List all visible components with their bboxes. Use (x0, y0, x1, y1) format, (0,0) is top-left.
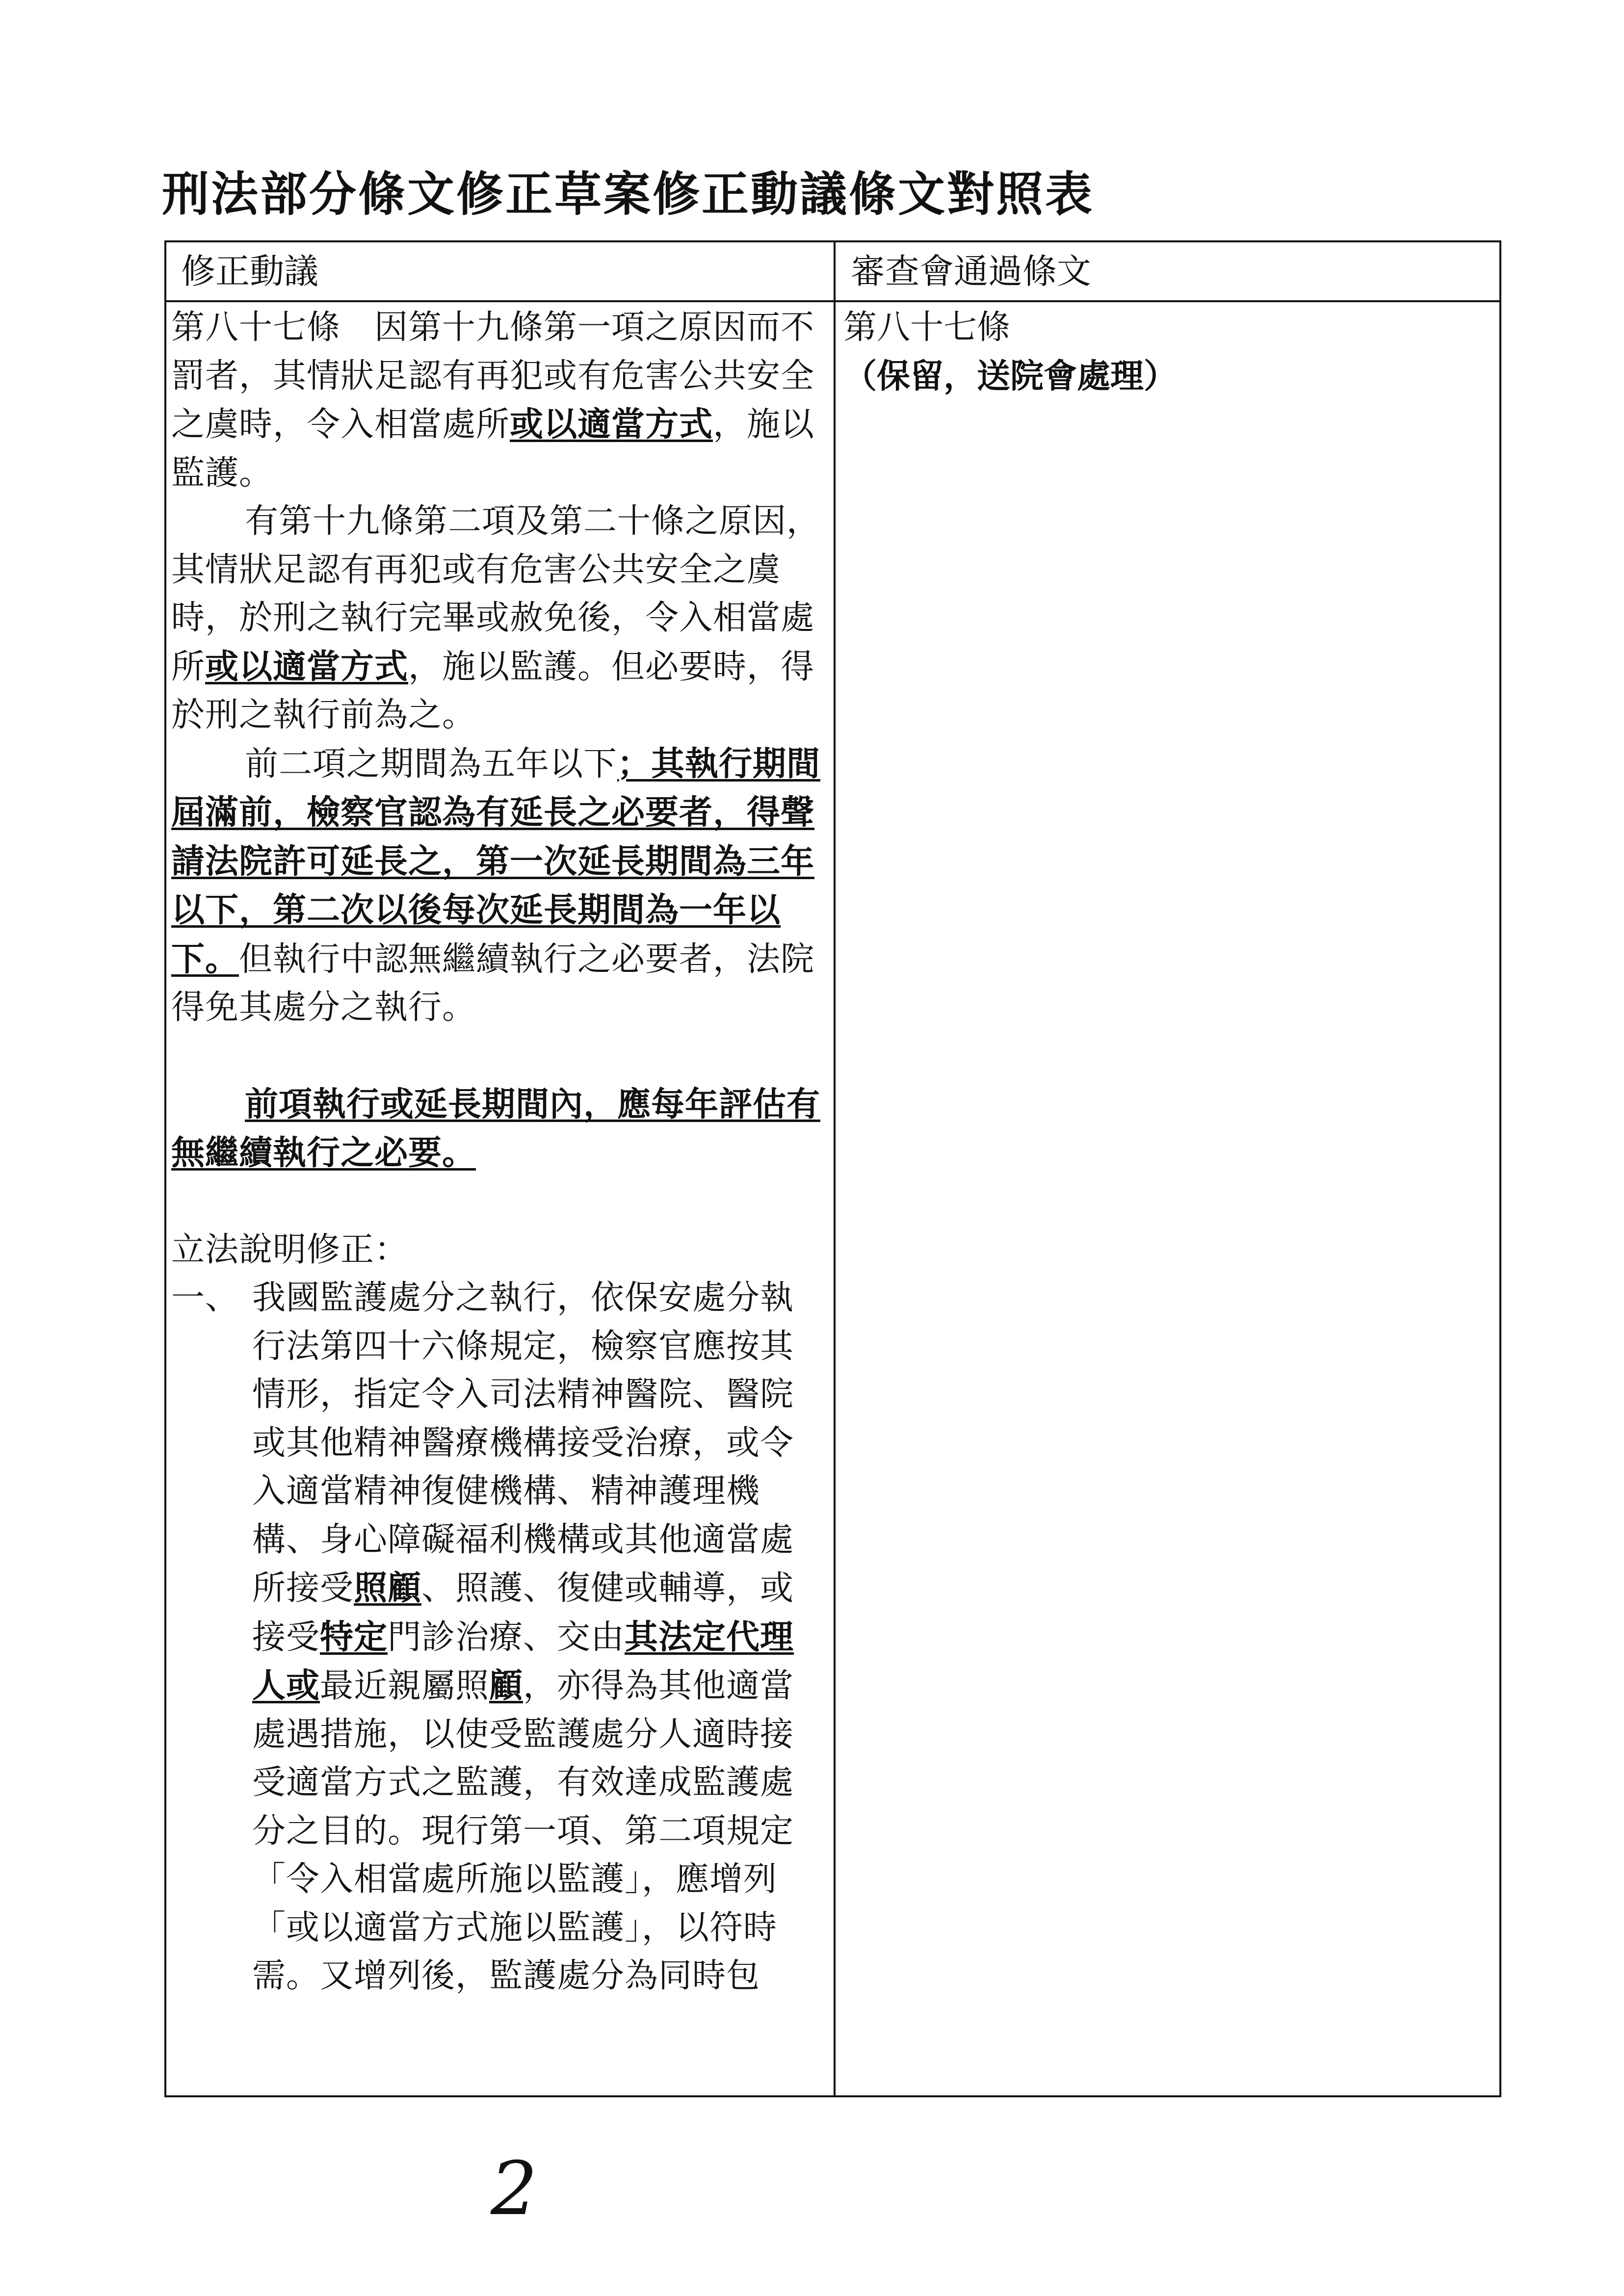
comparison-table (164, 240, 1501, 2097)
paragraph-1 (171, 304, 826, 497)
item1-amended-3: 其法定代理人或 (252, 1617, 794, 1705)
item1-text-g: 最近親屬照 (320, 1667, 490, 1705)
item1-amended-4: 顧 (489, 1666, 524, 1705)
paragraph-4 (171, 1080, 826, 1178)
item1-amended-1: 照顧 (354, 1568, 422, 1608)
p2-amended-phrase: 或以適當方式 (205, 647, 409, 686)
document-title: 刑法部分條文修正草案修正動議條文對照表 (162, 167, 1094, 222)
paragraph-2 (171, 497, 826, 740)
page-number: 2 (491, 2146, 538, 2232)
p1-amended-phrase: 或以適當方式 (510, 405, 713, 444)
p3-text-a: 前二項之期間為五年以下 (245, 744, 618, 783)
article-number: 第八十七條 (843, 308, 1011, 347)
header-divider (166, 300, 1499, 302)
p3-text-c: 但執行中認無繼續執行之必要者，法院得免其處分之執行。 (171, 939, 815, 1027)
item1-amended-2: 特定 (320, 1617, 388, 1657)
committee-passed-column (843, 304, 1491, 400)
p1-text-a: 第八十七條 因第十九條第一項之原因而不罰者，其情狀足認有再犯或有危害公共安全之虞時，令入相當處所 (171, 308, 815, 444)
column-divider (834, 242, 836, 2095)
p1-text-c: ，施以監護。 (171, 405, 815, 493)
spacer (171, 1178, 826, 1226)
item1-text-e: 門診治療、交由 (388, 1618, 625, 1657)
item1-text-c: 、照護、復健或輔導，或接受 (252, 1569, 794, 1657)
header-amendment-motion: 修正動議 (181, 251, 318, 291)
explanation-heading: 立法說明修正： (171, 1230, 409, 1269)
item1-text-i: ，亦得為其他適當處遇措施，以使受監護處分人適時接受適當方式之監護，有效達成監護處分之目的。現行第一項、第二項規定「令入相當處所施以監護」，應增列「或以適當方式施以監護」，以符時需。又增列後，監護處分為同時包 (252, 1667, 794, 1995)
item-number: 一、 (171, 1278, 239, 1317)
reserved-note: （保留，送院會處理） (843, 356, 1178, 396)
paragraph-3 (171, 740, 826, 1032)
p3-amended-phrase: ；其執行期間屆滿前，檢察官認為有延長之必要者，得聲請法院許可延長之，第一次延長期間為三年以下，第二次以後每次延長期間為一年以下。 (171, 744, 821, 979)
explanation-item-1 (171, 1274, 826, 2001)
p2-text-a: 有第十九條第二項及第二十條之原因，其情狀足認有再犯或有危害公共安全之虞時，於刑之執行完畢或赦免後，令入相當處所 (171, 502, 821, 686)
p4-amended-text: 前項執行或延長期間內，應每年評估有無繼續執行之必要。 (171, 1084, 821, 1173)
amendment-motion-column (171, 304, 826, 2001)
header-committee-passed: 審查會通過條文 (851, 251, 1091, 291)
item1-text-a: 我國監護處分之執行，依保安處分執行法第四十六條規定，檢察官應按其情形，指定令入司法精神醫院、醫院或其他精神醫療機構接受治療，或令入適當精神復健機構、精神護理機構、身心障礙福利機構或其他適當處所接受 (252, 1278, 794, 1608)
p2-text-c: ，施以監護。但必要時，得於刑之執行前為之。 (171, 647, 815, 734)
spacer (171, 1032, 826, 1080)
